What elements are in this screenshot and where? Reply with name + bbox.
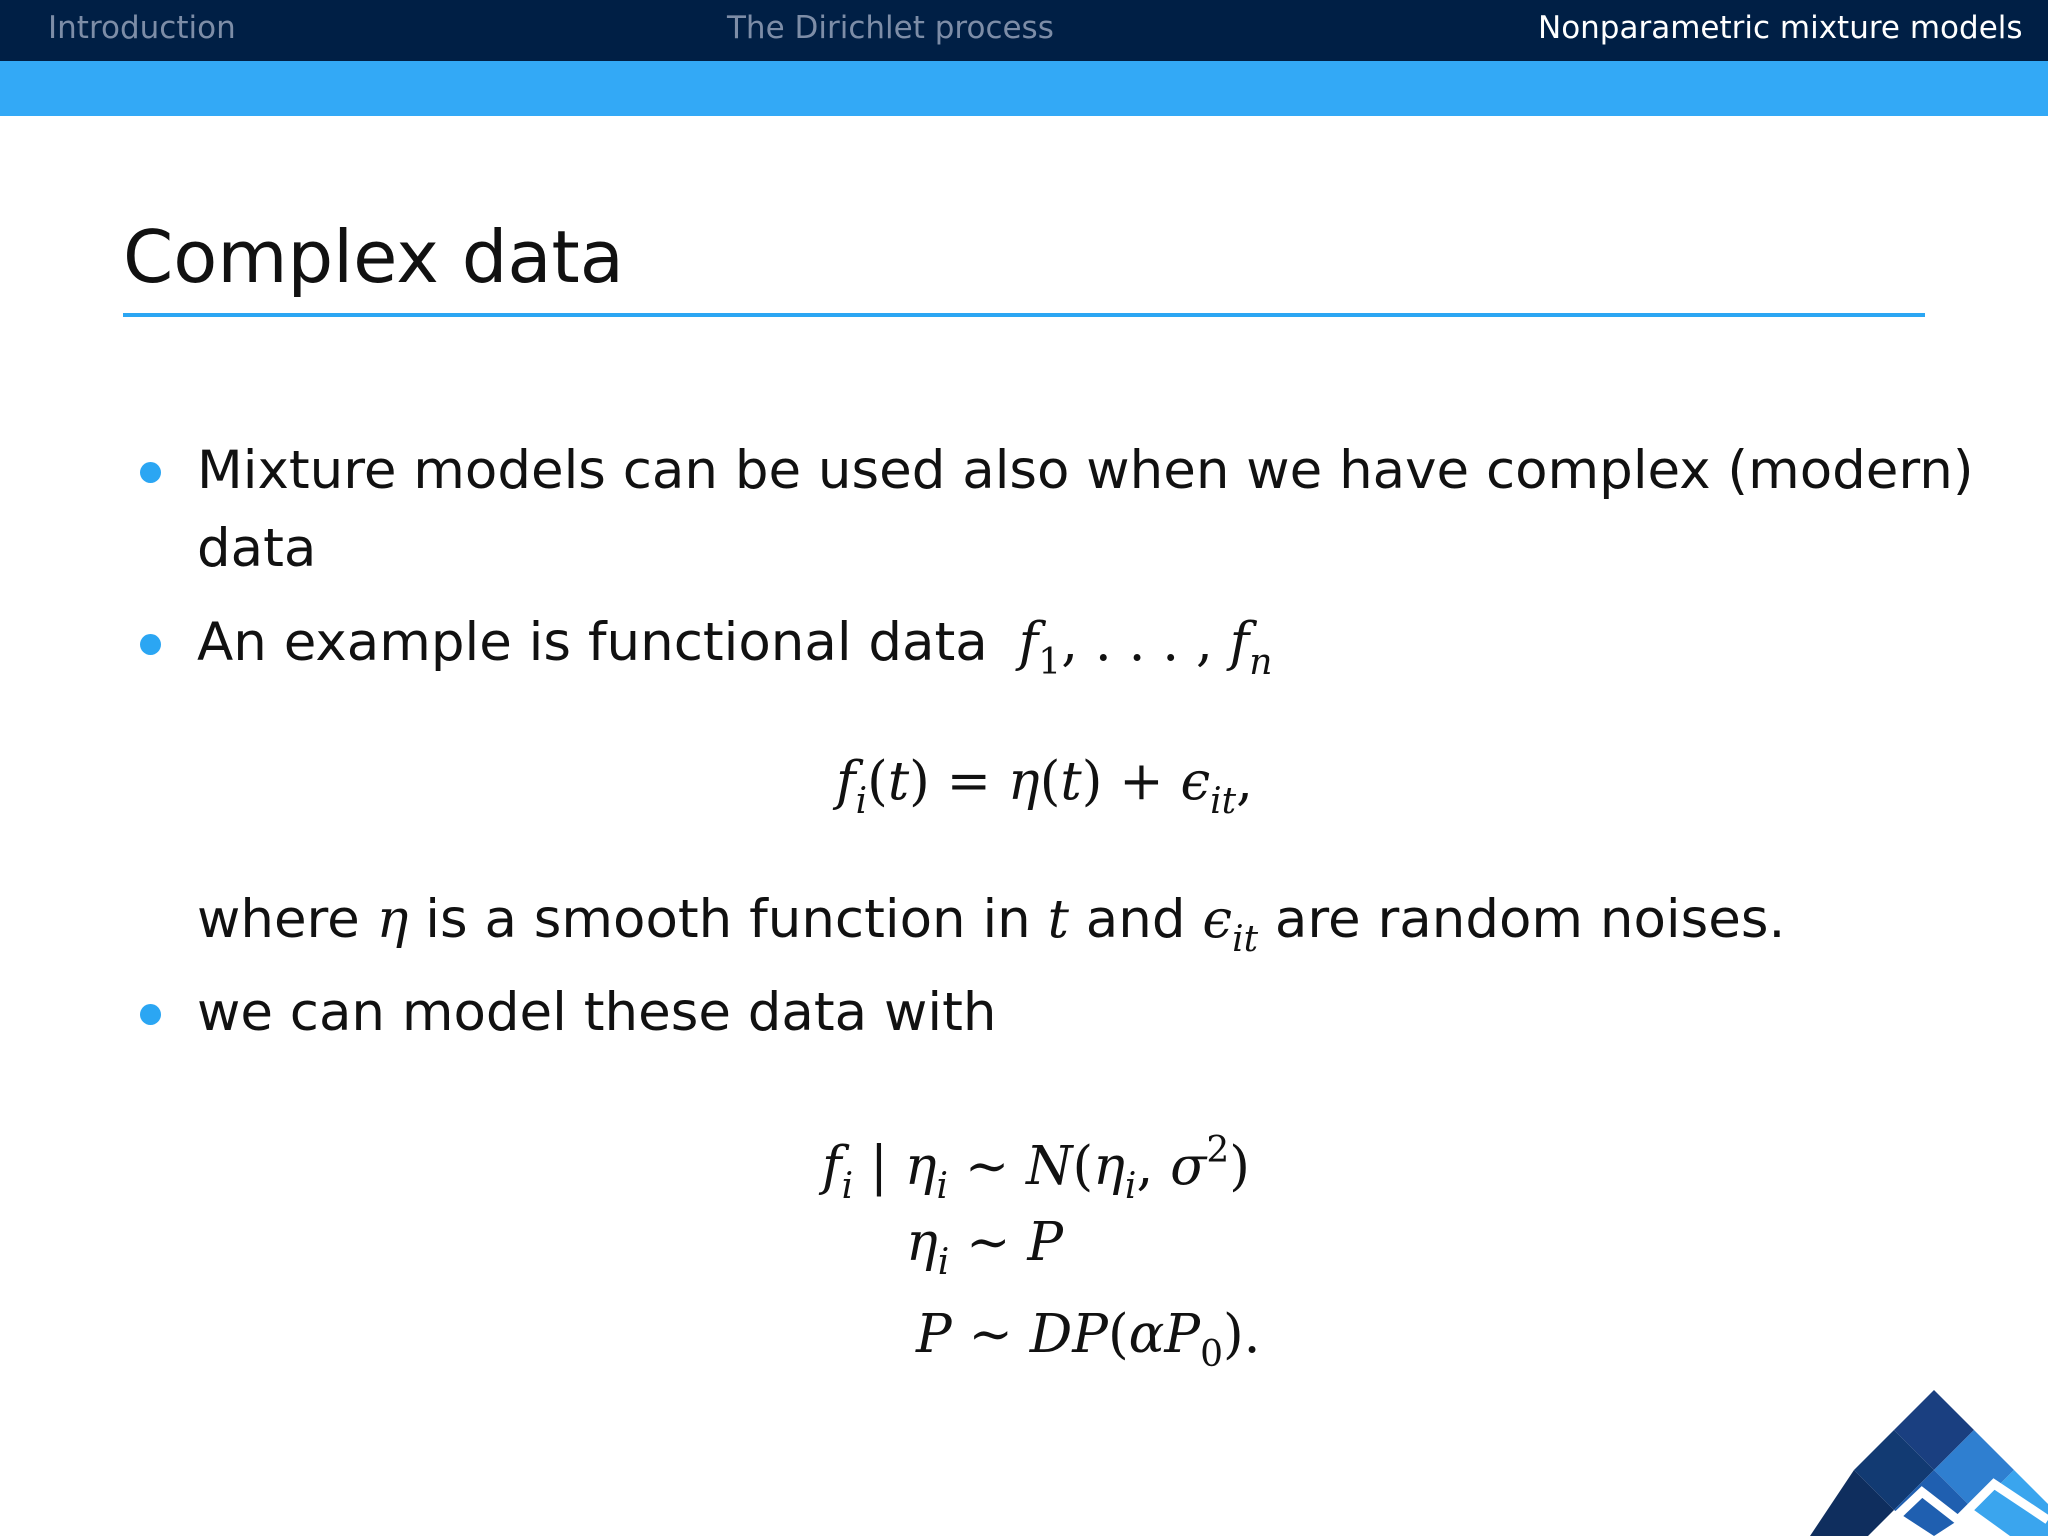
bullet-marker [140,1004,161,1025]
nav-section-introduction[interactable]: Introduction [48,10,236,46]
nav-section-nonparametric-mixture-models[interactable]: Nonparametric mixture models [1538,10,2023,46]
section-navigation-bar [0,0,2048,61]
functional-model-equation: $f_i(t) = \eta(t) + \epsilon_{it}$, [836,751,1253,822]
bullet-marker [140,462,161,483]
header-accent-bar [0,61,2048,116]
model-equation-3: P ∼ $DP(\alpha P_0)$. [916,1304,1261,1375]
bullet-1-line-2: data [197,518,317,579]
mountain-diamond-logo [1810,1380,2048,1536]
where-explanation: where η is a smooth function in t and $\epsilon_{it}$ are random noises. [197,889,1786,960]
bullet-3-text: we can model these data with [197,982,997,1043]
title-underline [123,313,1925,317]
bullet-marker [140,634,161,655]
nav-section-dirichlet-process[interactable]: The Dirichlet process [727,10,1054,46]
model-equation-1: $f_i$ | $\eta_i$ ∼ $N(\eta_i$, $\sigma^2$) [822,1130,1250,1207]
bullet-1-line-1: Mixture models can be used also when we have complex (modern) [197,440,1974,501]
bullet-2-text [197,605,1272,701]
slide-title: Complex data [123,215,624,299]
model-equation-2: $\eta_i$ ∼ P [906,1212,1064,1283]
bullet-2-label: An example is functional data [197,612,988,673]
functional-data-notation: $f_1$, . . . , $f_n$ [1018,612,1273,683]
